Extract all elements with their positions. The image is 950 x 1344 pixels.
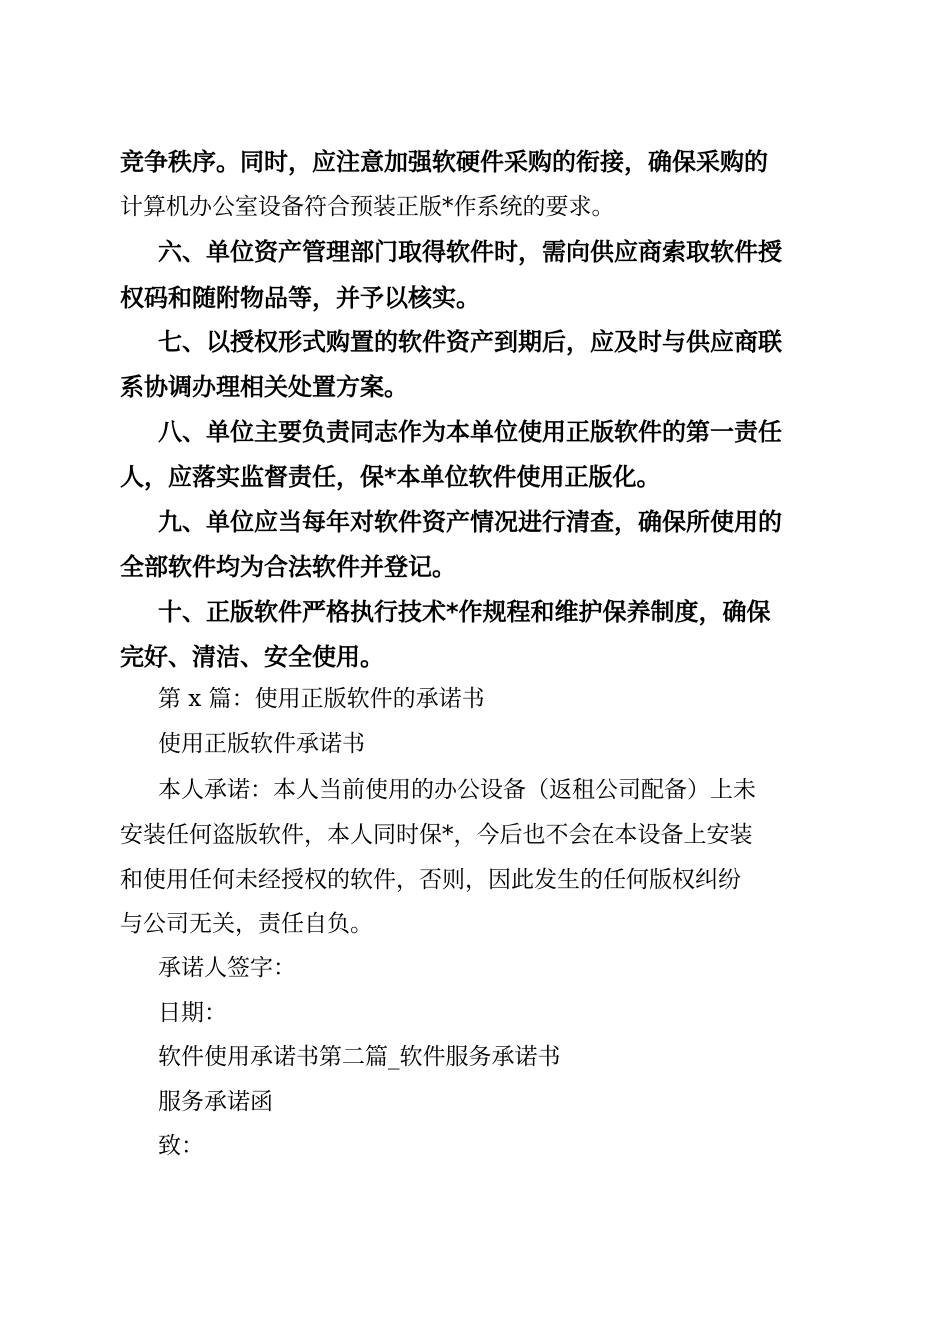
text-line-18: 与公司无关，责任自负。 [120,911,373,937]
section-heading: 第 x 篇：使用正版软件的承诺书 [158,686,485,712]
text-line-12: 完好、清洁、安全使用。 [120,643,384,671]
text-line-11: 十、正版软件严格执行技术*作规程和维护保养制度，确保 [158,598,771,626]
text-line-4: 权码和随附物品等，并予以核实。 [120,284,480,312]
section-heading-2: 软件使用承诺书第二篇_软件服务承诺书 [158,1044,561,1070]
text-line-7: 八、单位主要负责同志作为本单位使用正版软件的第一责任 [158,418,782,446]
letter-title: 服务承诺函 [158,1089,273,1115]
text-line-9: 九、单位应当每年对软件资产情况进行清查，确保所使用的 [158,508,782,536]
text-line-16: 安装任何盗版软件，本人同时保*，今后也不会在本设备上安装 [120,822,753,848]
text-line-15: 本人承诺：本人当前使用的办公设备（返租公司配备）上未 [158,777,756,803]
text-line-6: 系协调办理相关处置方案。 [120,373,408,401]
text-line-3: 六、单位资产管理部门取得软件时，需向供应商索取软件授 [158,238,782,266]
text-line-5: 七、以授权形式购置的软件资产到期后，应及时与供应商联 [158,328,782,356]
document-title: 使用正版软件承诺书 [158,731,365,757]
text-line-1: 竞争秩序。同时，应注意加强软硬件采购的衔接，确保采购的 [120,148,768,176]
text-line-10: 全部软件均为合法软件并登记。 [120,553,456,581]
text-line-17: 和使用任何未经授权的软件，否则，因此发生的任何版权纠纷 [120,867,741,893]
addressee-label: 致： [158,1133,204,1159]
text-line-8: 人，应落实监督责任，保*本单位软件使用正版化。 [120,463,661,491]
signature-label: 承诺人签字： [158,955,296,981]
text-line-2: 计算机办公室设备符合预装正版*作系统的要求。 [120,194,615,220]
date-label: 日期： [158,1000,227,1026]
